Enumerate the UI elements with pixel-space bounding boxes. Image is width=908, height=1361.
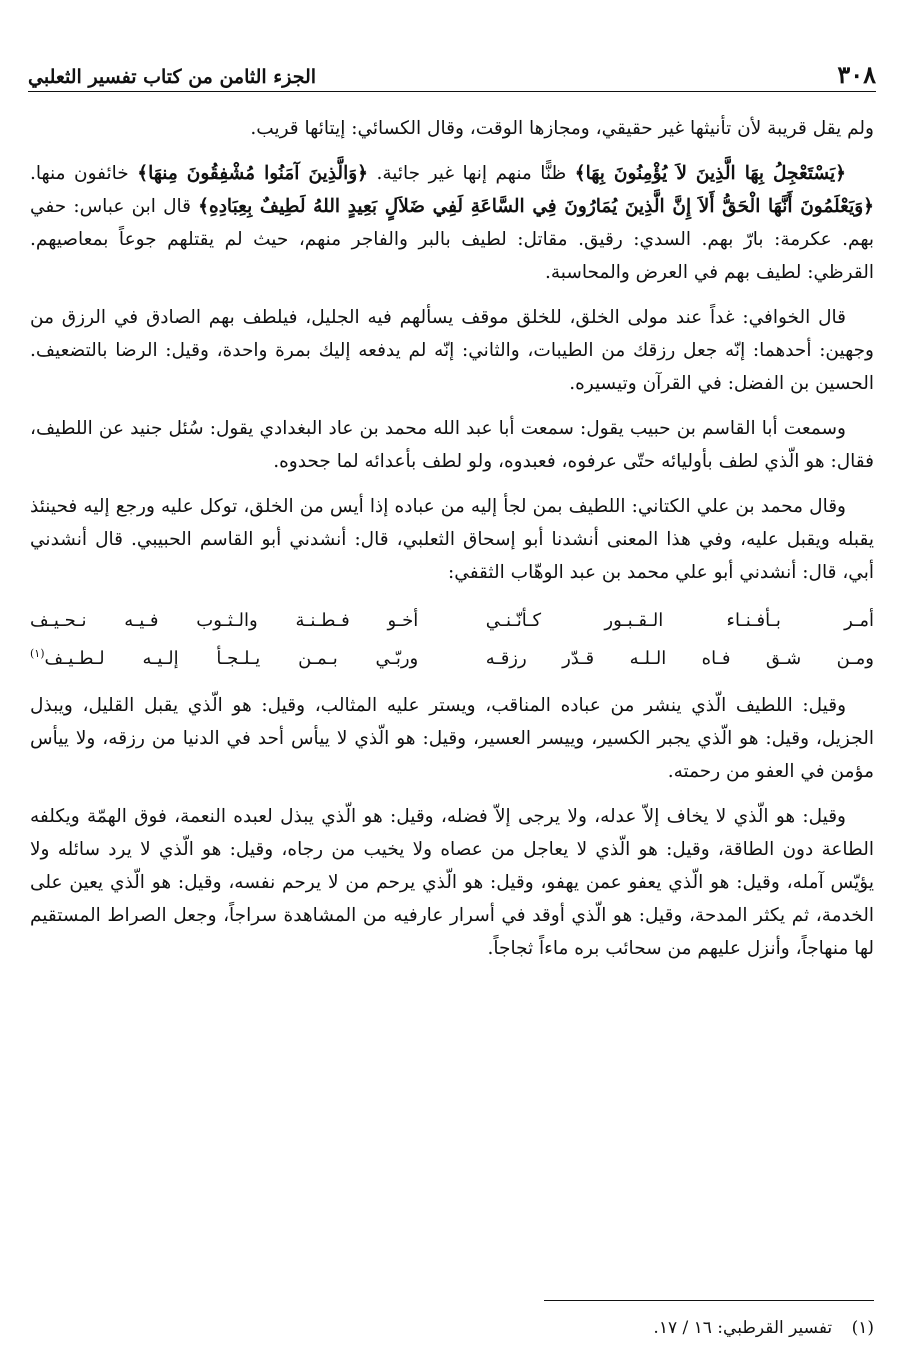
paragraph-text: وسمعت أبا القاسم بن حبيب يقول: سمعت أبا عبد الله محمد بن عاد البغدادي يقول: سُئل جنيد عن اللطيف، فقال: هو الّذي لطف بأوليائه حتّى عرفوه، فعبدوه، ولو لطف بأعدائه لما جحدوه. bbox=[30, 418, 874, 472]
poem bbox=[30, 601, 874, 677]
paragraph-text: ظنًّا منهم إنها غير جائية. bbox=[368, 163, 575, 184]
running-title: الجزء الثامن من كتاب تفسير الثعلبي bbox=[28, 66, 317, 88]
paragraph-quran-commentary bbox=[30, 157, 874, 289]
poem-verse bbox=[30, 601, 874, 639]
paragraph-text: قال الخوافي: غداً عند مولى الخلق، للخلق موقف يسألهم فيه الجليل، فيلطف بهم الصادق في الرزق من وجهين: أحدهما: إنّه جعل رزقك من الطيبات، والثاني: إنّه لم يدفعه إليك بمرة واحدة، وقيل: الرضا بالتضعيف. الحسين بن الفضل: في القرآن وتيسيره. bbox=[30, 307, 874, 394]
verse-second-hemistich-text: وربّـي بـمـن يـلـجـأ إلـيـه لـطـيـف bbox=[44, 647, 419, 669]
verse-first-hemistich: ومـن شـق فـاه الـلـه قـدّر رزقـه bbox=[485, 647, 874, 669]
quran-verse: ﴿وَالَّذِينَ آمَنُوا مُشْفِقُونَ مِنهَا﴾ bbox=[137, 163, 368, 184]
footnote-number: (١) bbox=[851, 1318, 874, 1338]
paragraph-text: وقيل: اللطيف الّذي ينشر من عباده المناقب، ويستر عليه المثالب، وقيل: هو الّذي يقبل القليل، ويبذل الجزيل، وقيل: هو الّذي يجبر الكسير، وييسر العسير، وقيل: هو الّذي لا ييأس أحد في الدنيا من رزقه، ولا ييأس مؤمن في العفو من رحمته. bbox=[30, 695, 874, 782]
paragraph bbox=[30, 412, 874, 478]
paragraph-text: وقيل: هو الّذي لا يخاف إلاّ عدله، ولا يرجى إلاّ فضله، وقيل: هو الّذي يبذل لعبده النعمة، فوق الهمّة ويكلفه الطاعة دون الطاقة، وقيل: هو الّذي لا يعاجل من عصاه ولا يخيب من رجاه، وقيل: هو الّذي لا يرد سائله ولا يؤيّس آمله، وقيل: هو الّذي يعفو عمن يهفو، وقيل: هو الّذي يرحم من لا يرحم نفسه، وقيل: هو الّذي يعين على الخدمة، ثم يكثر المدحة، وقيل: هو الّذي أوقد في أسرار عارفيه من المشاهدة سراجاً، وجعل الصراط المستقيم لها منهاجاً، وأنزل عليهم من سحائب بره ماءاً ثجاجاً. bbox=[30, 806, 874, 959]
footnote bbox=[653, 1316, 874, 1340]
quran-verse: ﴿يَسْتَعْجِلُ بِهَا الَّذِينَ لاَ يُؤْمِنُونَ بِهَا﴾ bbox=[574, 163, 847, 184]
footnote-text: تفسير القرطبي: ١٦ / ١٧. bbox=[653, 1318, 833, 1338]
page-number: ٣٠٨ bbox=[837, 60, 876, 89]
paragraph bbox=[30, 490, 874, 589]
verse-second-hemistich bbox=[30, 642, 418, 675]
paragraph bbox=[30, 112, 874, 145]
footnote-divider bbox=[544, 1300, 874, 1301]
paragraph-text: خائفون منها. bbox=[30, 163, 138, 184]
paragraph bbox=[30, 800, 874, 965]
poem-verse bbox=[30, 639, 874, 677]
paragraph-text: ولم يقل قريبة لأن تأنيثها غير حقيقي، ومجازها الوقت، وقال الكسائي: إيتائها قريب. bbox=[250, 118, 874, 139]
page-header bbox=[28, 58, 876, 92]
paragraph bbox=[30, 301, 874, 400]
paragraph-text: وقال محمد بن علي الكتاني: اللطيف بمن لجأ إليه من عباده إذا أيس من الخلق، توكل عليه ورجع إليه فحينئذ يقبله ويقبل عليه، وفي هذا المعنى أنشدنا أبو إسحاق الثعلبي، قال: أنشدني أبو القاسم الحبيبي. قال أنشدني أبي، قال: أنشدني أبو علي محمد بن عبد الوهّاب الثقفي: bbox=[30, 496, 874, 583]
verse-first-hemistich: أمـر بـأفـنـاء الـقـبـور كـأنّـنـي bbox=[485, 609, 874, 631]
page-body bbox=[30, 112, 874, 977]
paragraph-text: قال ابن عباس: حفي بهم. عكرمة: بارّ بهم. السدي: رقيق. مقاتل: لطيف بالبر والفاجر منهم، حيث لم يقتلهم جوعاً بمعاصيهم. القرظي: لطيف بهم في العرض والمحاسبة. bbox=[30, 196, 874, 283]
paragraph bbox=[30, 689, 874, 788]
footnote-reference[interactable]: (١) bbox=[30, 646, 45, 660]
quran-verse: ﴿وَيَعْلَمُونَ أَنَّهَا الْحَقُّ أَلاَ إِنَّ الَّذِينَ يُمَارُونَ فِي السَّاعَةِ لَفِي ضَلاَلٍ بَعِيدٍ اللهُ لَطِيفٌ بِعِبَادِهِ﴾ bbox=[198, 196, 875, 217]
verse-second-hemistich: أخـو فـطـنـة والـثـوب فـيـه نـحـيـف bbox=[30, 609, 419, 631]
